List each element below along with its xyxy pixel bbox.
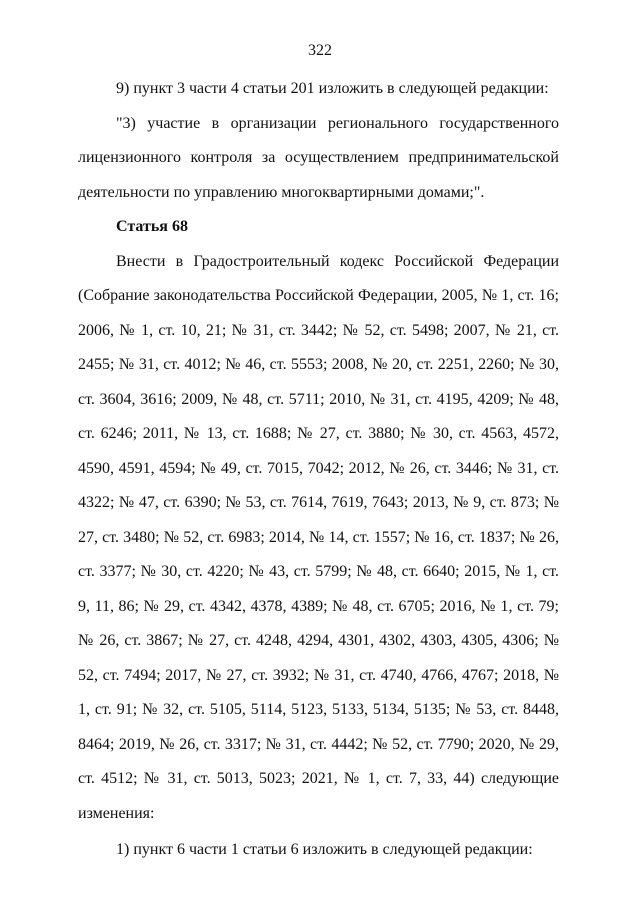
- paragraph-amendment-item-9: 9) пункт 3 части 4 статьи 201 изложить в следующей редакции:: [116, 80, 549, 97]
- document-body: [78, 72, 559, 868]
- paragraph-change-item-1: 1) пункт 6 части 1 статьи 6 изложить в следующей редакции:: [116, 841, 533, 858]
- page-number: 322: [308, 42, 332, 59]
- article-heading: Статья 68: [116, 218, 188, 235]
- paragraph-article-intro: Внести в Градостроительный кодекс Российской Федерации (Собрание законодательства Российской Федерации, 2005, № 1, ст. 16; 2006, № 1, ст. 10, 21; № 31, ст. 3442; № 52, ст. 5498; 2007, № 21, ст. 2455; № 31, ст. 4012; № 46, ст. 5553; 2008, № 20, ст. 2251, 2260; № 30, ст. 3604, 3616; 2009, № 48, ст. 5711; 2010, № 31, ст. 4195, 4209; № 48, ст. 6246; 2011, № 13, ст. 1688; № 27, ст. 3880; № 30, ст. 4563, 4572, 4590, 4591, 4594; № 49, ст. 7015, 7042; 2012, № 26, ст. 3446; № 31, ст. 4322; № 47, ст. 6390; № 53, ст. 7614, 7619, 7643; 2013, № 9, ст. 873; № 27, ст. 3480; № 52, ст. 6983; 2014, № 14, ст. 1557; № 16, ст. 1837; № 26, ст. 3377; № 30, ст. 4220; № 43, ст. 5799; № 48, ст. 6640; 2015, № 1, ст. 9, 11, 86; № 29, ст. 4342, 4378, 4389; № 48, ст. 6705; 2016, № 1, ст. 79; № 26, ст. 3867; № 27, ст. 4248, 4294, 4301, 4302, 4303, 4305, 4306; № 52, ст. 7494; 2017, № 27, ст. 3932; № 31, ст. 4740, 4766, 4767; 2018, № 1, ст. 91; № 32, ст. 5105, 5114, 5123, 5133, 5134, 5135; № 53, ст. 8448, 8464; 2019, № 26, ст. 3317; № 31, ст. 4442; № 52, ст. 7790; 2020, № 29, ст. 4512; № 31, ст. 5013, 5023; 2021, № 1, ст. 7, 33, 44) следующие изменения:: [78, 252, 559, 822]
- paragraph-quoted-text: "3) участие в организации регионального государственного лицензионного контроля за осуществлением предпринимательской деятельности по управлению многоквартирными домами;".: [78, 114, 559, 201]
